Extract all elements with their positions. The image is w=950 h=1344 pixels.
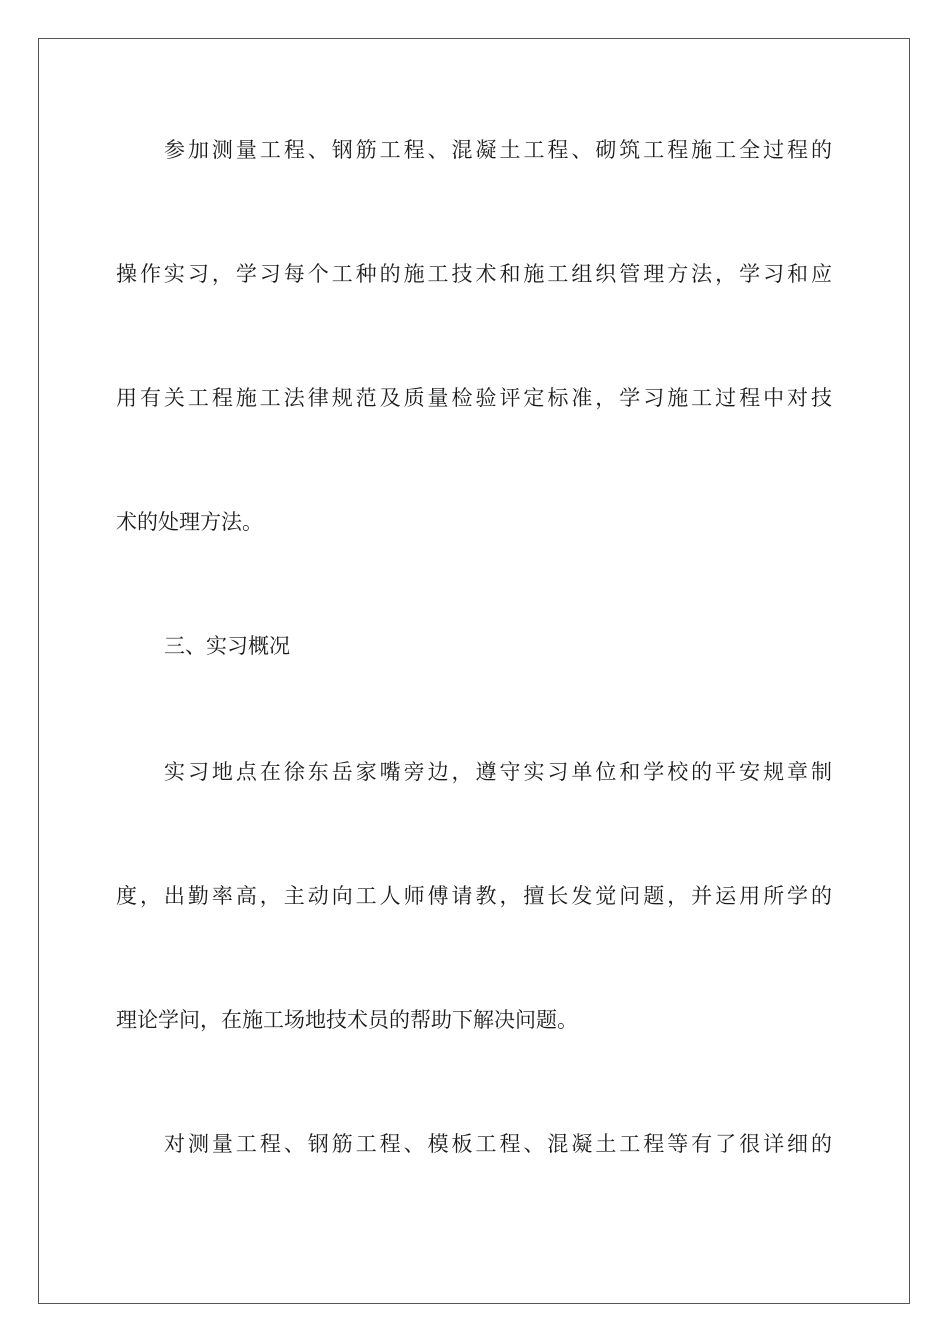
page-frame [38,38,910,1304]
paragraph-3-line-1: 对测量工程、钢筋工程、模板工程、混凝土工程等有了很详细的 [164,1132,832,1156]
paragraph-2-line-1: 实习地点在徐东岳家嘴旁边，遵守实习单位和学校的平安规章制 [164,760,832,784]
paragraph-2-line-3: 理论学问，在施工场地技术员的帮助下解决问题。 [116,1008,578,1032]
paragraph-1-line-1: 参加测量工程、钢筋工程、混凝土工程、砌筑工程施工全过程的 [164,138,832,162]
section-heading: 三、实习概况 [164,634,290,658]
paragraph-2-line-2: 度，出勤率高，主动向工人师傅请教，擅长发觉问题，并运用所学的 [116,884,832,908]
paragraph-1-line-4: 术的处理方法。 [116,510,263,534]
paragraph-1-line-2: 操作实习，学习每个工种的施工技术和施工组织管理方法，学习和应 [116,262,832,286]
paragraph-1-line-3: 用有关工程施工法律规范及质量检验评定标准，学习施工过程中对技 [116,386,832,410]
